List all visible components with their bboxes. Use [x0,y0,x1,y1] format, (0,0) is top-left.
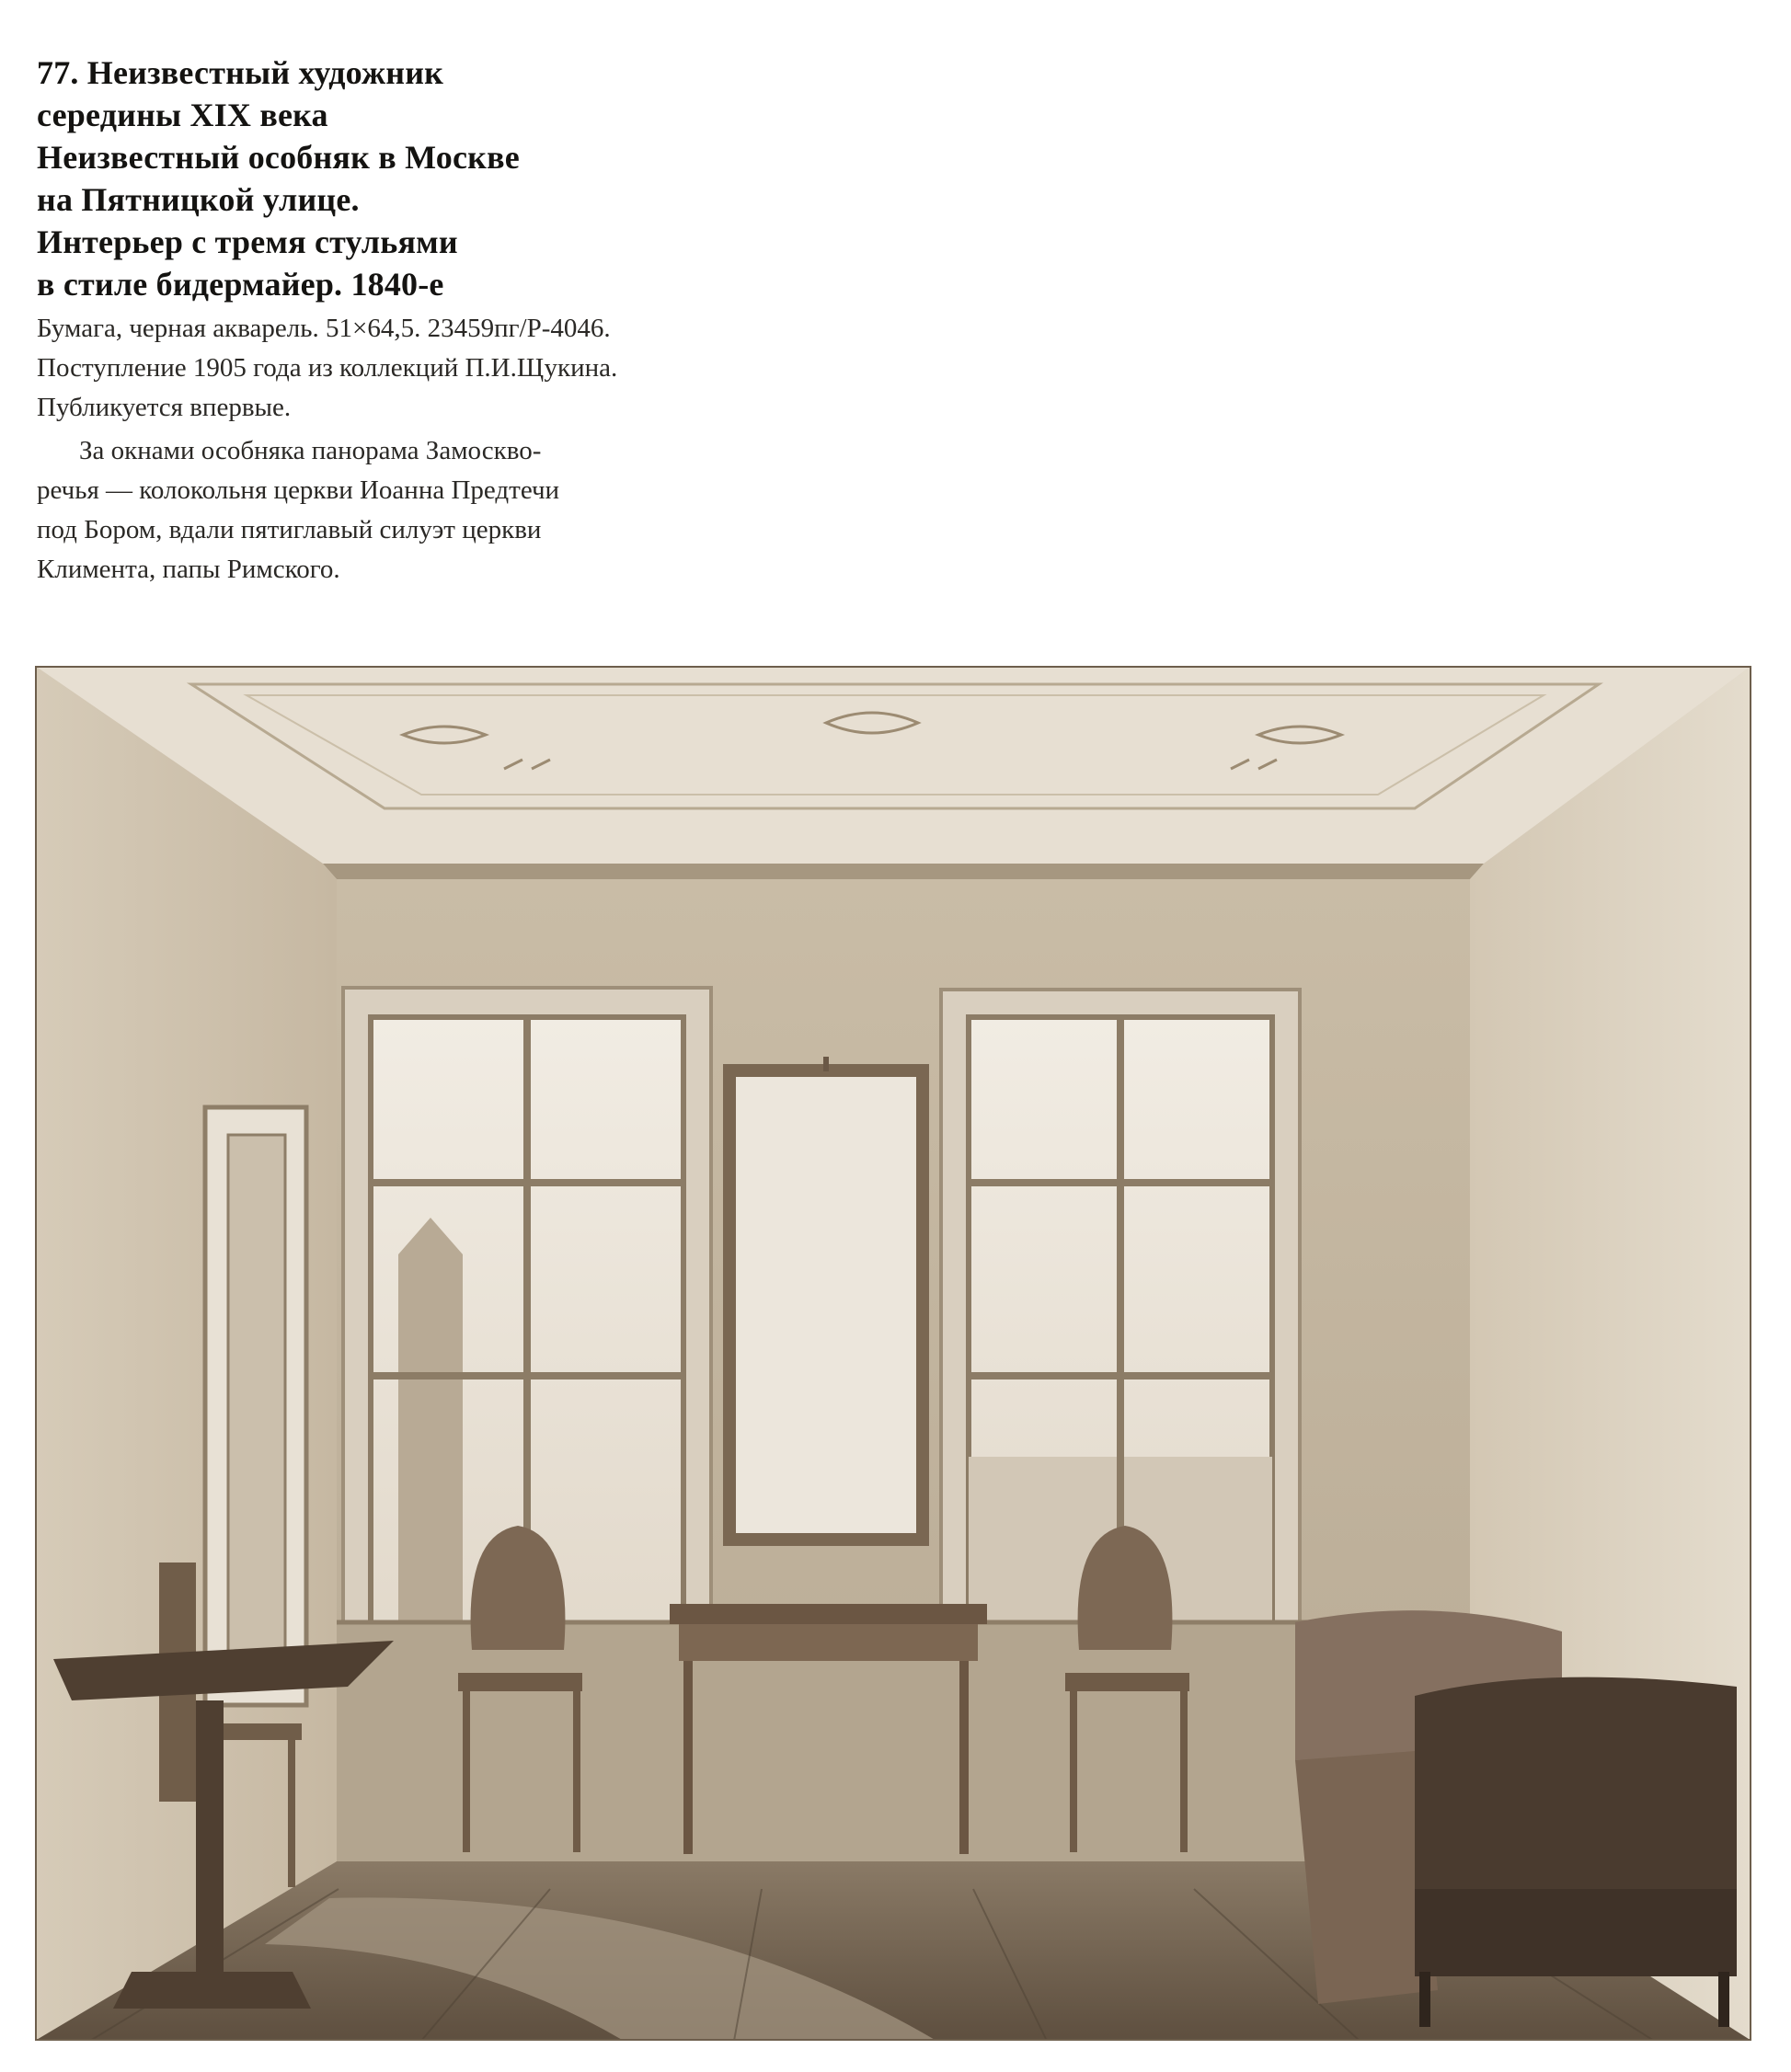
artwork-image [35,666,1751,2041]
artwork-description [37,431,773,590]
meta-line-2: Поступление 1905 года из коллекций П.И.Щукина. [37,353,618,383]
door-leaf [228,1135,285,1677]
title-line-5: Интерьер с тремя стульями [37,223,458,260]
title-line-4: на Пятницкой улице. [37,181,360,218]
title-line-3: Неизвестный особняк в Москве [37,139,520,176]
meta-line-3: Публикуется впервые. [37,393,292,422]
title-line-1: 77. Неизвестный художник [37,54,444,91]
meta-line-1: Бумага, черная акварель. 51×64,5. 23459пг/Р-4046. [37,314,611,343]
title-line-6: в стиле бидермайер. 1840-е [37,266,444,303]
caption-block [37,52,773,590]
description-line-2: речья — колокольня церкви Иоанна Предтечи [37,475,560,505]
artwork-title [37,52,773,305]
left-window-bell-tower [398,1218,463,1633]
interior-painting [35,666,1751,2041]
description-line-4: Климента, папы Римского. [37,555,340,584]
title-line-2: середины XIX века [37,97,328,133]
artwork-meta [37,309,773,428]
cornice [323,864,1484,879]
description-line-3: под Бором, вдали пятиглавый силуэт церкви [37,515,542,544]
pier-mirror [729,1070,923,1540]
mirror-hook [823,1057,829,1071]
description-line-1: За окнами особняка панорама Замоскво- [79,436,542,465]
